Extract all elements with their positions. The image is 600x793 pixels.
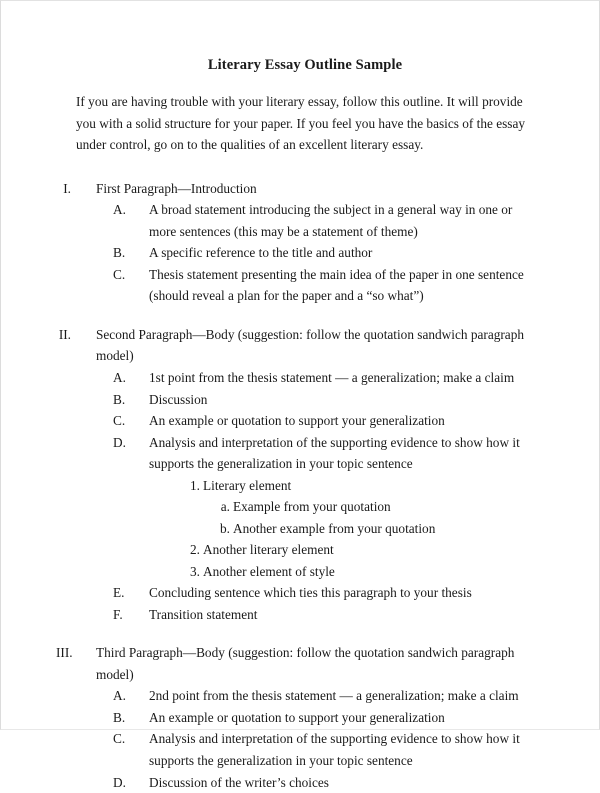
outline-section [56,642,534,685]
outline-text: Third Paragraph—Body (suggestion: follow the quotation sandwich paragraph model) [96,645,515,682]
outline-text: Analysis and interpretation of the supporting evidence to show how it supports the generalization in your topic sentence [149,434,520,472]
outline-marker: C. [113,731,126,747]
outline-text: Transition statement [149,606,258,622]
outline-marker: 3. [190,563,200,579]
outline-text: A broad statement introducing the subject in a general way in one or more sentences (this may be a statement of theme) [149,202,513,239]
outline-text: A specific reference to the title and author [149,245,373,261]
outline-text: Example from your quotation [233,499,391,515]
outline-item [76,389,534,411]
outline-text: Another example from your quotation [233,520,436,536]
outline-marker: I. [63,180,71,196]
page-title: Literary Essay Outline Sample [207,57,403,73]
outline-item [76,772,534,793]
outline-marker: A. [113,369,126,385]
outline-subitem [76,561,534,583]
outline-text: Second Paragraph—Body (suggestion: follow the quotation sandwich paragraph model) [96,326,524,364]
outline-subitem [76,539,534,561]
outline-marker: C. [113,266,126,282]
outline-item [76,582,534,604]
outline-marker: F. [113,606,123,622]
outline-item [76,199,534,242]
outline-section-group [56,642,534,793]
outline-item [76,264,534,307]
outline-item [76,242,534,264]
document-body [56,56,534,793]
outline-section-group [63,178,534,307]
outline-section [58,324,534,367]
outline-marker: 1. [190,477,200,493]
outline-text: Literary element [203,477,292,493]
intro-paragraph: If you are having trouble with your literary essay, follow this outline. It will provide you with a solid structure for your paper. If you feel you have the basics of the essay under control, go on to the qualities of an excellent literary essay. [76,94,526,153]
outline-marker: II. [58,326,71,342]
outline-subitem [76,475,534,497]
outline-item [76,685,534,707]
outline-text: Concluding sentence which ties this paragraph to your thesis [149,585,472,601]
outline-text: 1st point from the thesis statement — a generalization; make a claim [149,369,515,385]
outline-marker: a. [220,499,230,515]
outline-subsubitem [76,496,534,518]
outline-item [76,604,534,626]
outline-item [76,432,534,475]
outline-marker: III. [56,645,73,661]
outline-marker: B. [113,245,126,261]
outline-text: Thesis statement presenting the main idea of the paper in one sentence (should reveal a plan for the paper and a “so what”) [149,266,524,304]
outline-section [63,178,534,200]
outline-marker: B. [113,709,126,725]
outline-list [56,178,534,793]
outline-marker: E. [113,585,125,601]
outline-text: Another element of style [203,563,335,579]
outline-marker: 2. [190,542,200,558]
outline-marker: C. [113,413,126,429]
outline-text: Another literary element [203,542,334,558]
outline-text: 2nd point from the thesis statement — a generalization; make a claim [149,688,519,704]
outline-marker: A. [113,688,126,704]
outline-item [76,728,534,771]
outline-section-group [58,324,534,625]
outline-text: Discussion [149,391,208,407]
outline-item [76,707,534,729]
outline-marker: D. [113,774,126,790]
outline-text: Discussion of the writer’s choices [149,774,329,790]
outline-text: An example or quotation to support your generalization [149,709,445,725]
outline-text: First Paragraph—Introduction [96,180,257,196]
outline-marker: A. [113,202,126,218]
outline-text: Analysis and interpretation of the supporting evidence to show how it supports the generalization in your topic sentence [149,731,520,768]
outline-item [76,410,534,432]
outline-item [76,367,534,389]
outline-marker: B. [113,391,126,407]
outline-subsubitem [76,518,534,540]
outline-text: An example or quotation to support your generalization [149,413,445,429]
outline-marker: b. [220,520,230,536]
outline-marker: D. [113,434,126,450]
